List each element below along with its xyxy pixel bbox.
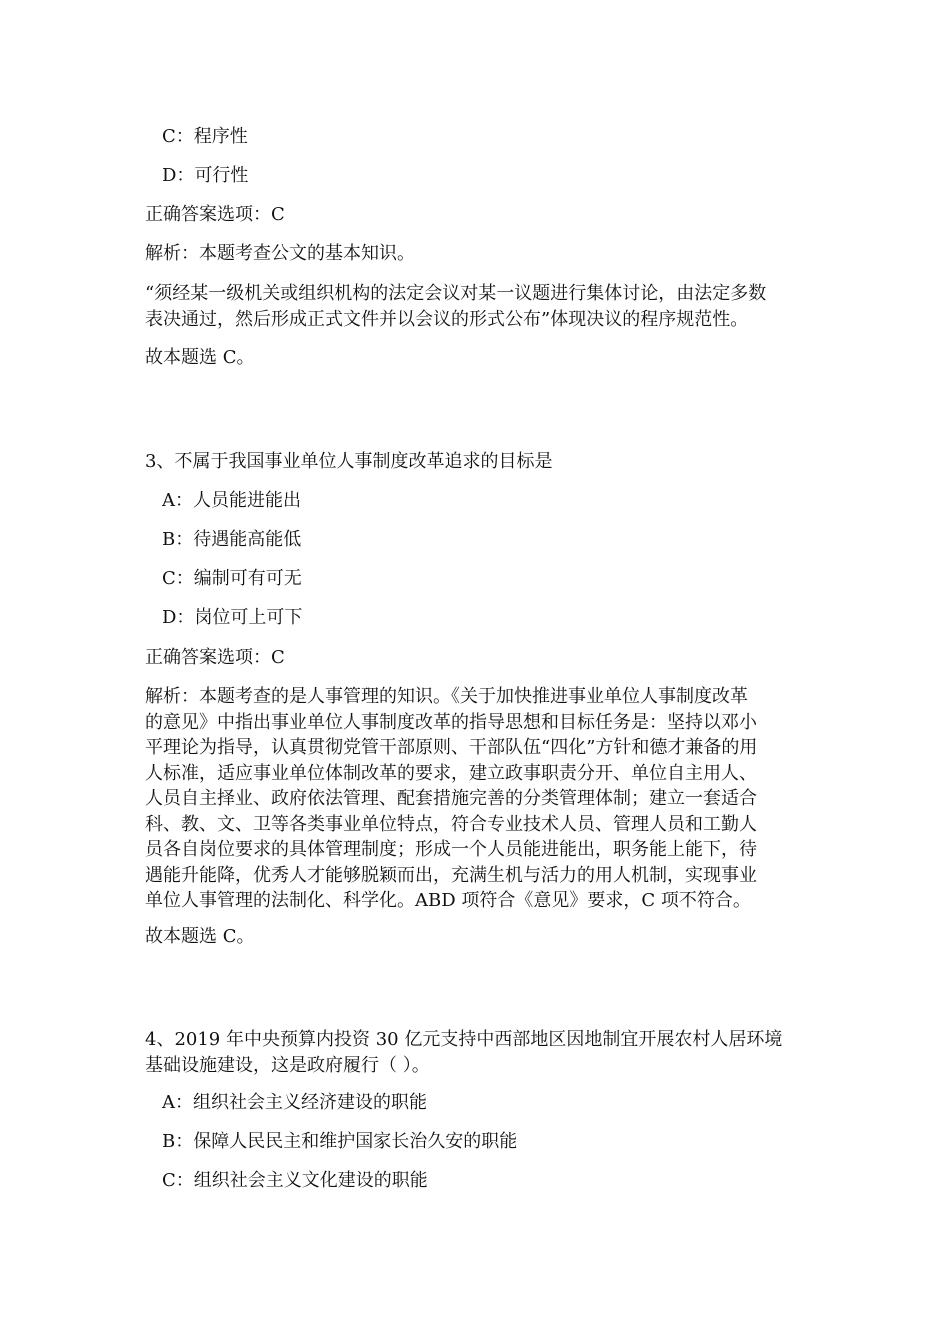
- option-text: 人员能进能出: [193, 490, 301, 511]
- analysis-line: 解析：本题考查的是人事管理的知识。《关于加快推进事业单位人事制度改革: [145, 686, 748, 707]
- q3-question: 3、不属于我国事业单位人事制度改革追求的目标是: [145, 451, 553, 472]
- analysis-line: 的意见》中指出事业单位人事制度改革的指导思想和目标任务是：坚持以邓小: [145, 711, 757, 733]
- question-line: 基础设施建设，这是政府履行（ ）。: [145, 1054, 430, 1076]
- analysis-line: 员各自岗位要求的具体管理制度；形成一个人员能进能出，职务能上能下，待: [145, 839, 757, 860]
- option-text: 组织社会主义文化建设的职能: [193, 1170, 428, 1191]
- option-text: 程序性: [193, 126, 248, 147]
- q3-conclusion: 故本题选 C。: [145, 926, 255, 947]
- analysis-line: 单位人事管理的法制化、科学化。ABD 项符合《意见》要求，C 项不符合。: [145, 890, 751, 911]
- q2-option-d: [162, 164, 248, 188]
- q4-option-a: [162, 1091, 427, 1115]
- option-text: 待遇能高能低: [193, 529, 302, 550]
- q3-option-d: [162, 606, 302, 630]
- analysis-line: “须经某一级机关或组织机构的法定会议对某一议题进行集体讨论，由法定多数: [145, 283, 767, 304]
- option-letter: C：: [162, 126, 194, 147]
- q3-option-b: [162, 528, 301, 552]
- option-letter: C：: [162, 1170, 194, 1191]
- option-letter: B：: [162, 1131, 194, 1152]
- option-text: 编制可有可无: [193, 568, 302, 589]
- q2-analysis-head: 解析：本题考查公文的基本知识。: [145, 243, 415, 264]
- q3-option-c: [162, 567, 302, 591]
- option-text: 可行性: [194, 165, 249, 186]
- analysis-line: 遇能升能降，优秀人才能够脱颖而出，充满生机与活力的用人机制，实现事业: [145, 864, 757, 886]
- option-text: 岗位可上可下: [194, 607, 303, 628]
- question-line: 4、2019 年中央预算内投资 30 亿元支持中西部地区因地制宜开展农村人居环境: [145, 1029, 783, 1050]
- analysis-line: 表决通过，然后形成正式文件并以会议的形式公布”体现决议的程序规范性。: [145, 308, 749, 330]
- option-letter: D：: [162, 165, 195, 186]
- q2-conclusion: 故本题选 C。: [145, 347, 255, 368]
- analysis-line: 平理论为指导，认真贯彻党管干部原则、干部队伍“四化”方针和德才兼备的用: [145, 737, 758, 758]
- analysis-line: 人标准，适应事业单位体制改革的要求，建立政事职责分开、单位自主用人、: [145, 762, 757, 784]
- q3-answer: 正确答案选项：C: [145, 647, 285, 668]
- option-text: 保障人民民主和维护国家长治久安的职能: [193, 1131, 518, 1152]
- option-letter: A：: [162, 490, 193, 511]
- q3-analysis: [145, 684, 805, 914]
- q2-answer: 正确答案选项：C: [145, 204, 285, 225]
- q4-option-c: [162, 1169, 428, 1193]
- analysis-line: 人员自主择业、政府依法管理、配套措施完善的分类管理体制；建立一套适合: [145, 788, 757, 809]
- q4-question: [145, 1027, 805, 1078]
- q2-option-c: [162, 125, 248, 149]
- q2-analysis-body: [145, 281, 805, 332]
- option-letter: D：: [162, 607, 195, 628]
- option-letter: C：: [162, 568, 194, 589]
- q3-option-a: [162, 489, 301, 513]
- q4-option-b: [162, 1130, 517, 1154]
- option-letter: A：: [162, 1092, 193, 1113]
- analysis-line: 科、教、文、卫等各类事业单位特点，符合专业技术人员、管理人员和工勤人: [145, 813, 757, 835]
- option-text: 组织社会主义经济建设的职能: [193, 1092, 427, 1113]
- option-letter: B：: [162, 529, 194, 550]
